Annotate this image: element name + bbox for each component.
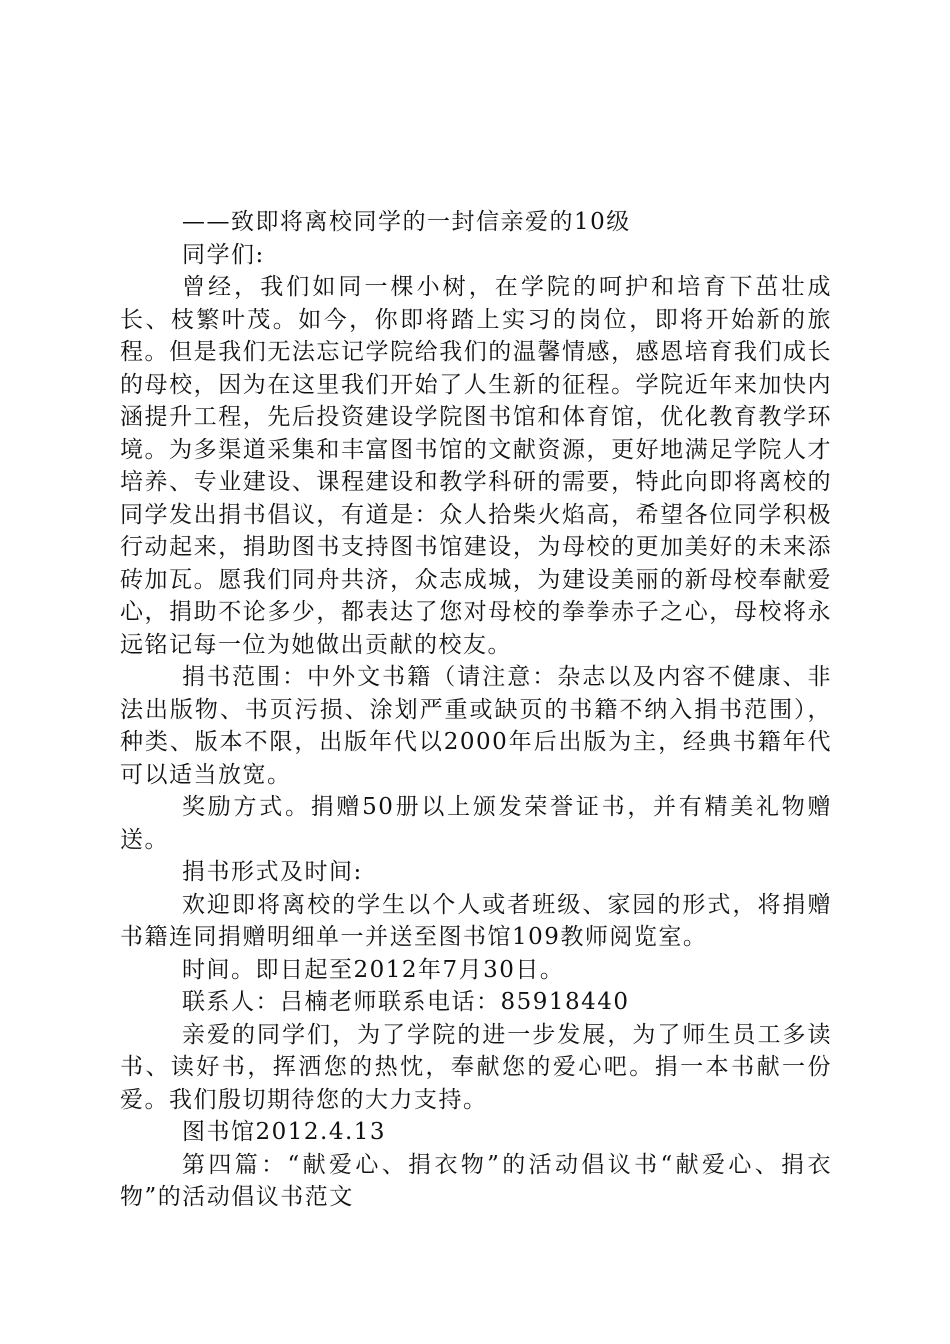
letter-salutation: 同学们: bbox=[182, 241, 265, 268]
letter-subtitle: ——致即将离校同学的一封信亲爱的10级 bbox=[182, 209, 631, 235]
body-paragraph-form: 欢迎即将离校的学生以个人或者班级、家园的形式，将捐赠书籍连同捐赠明细单一并送至图书馆109教师阅览室。 bbox=[120, 891, 832, 950]
body-paragraph-reward: 奖励方式。捐赠50册以上颁发荣誉证书，并有精美礼物赠送。 bbox=[120, 794, 832, 853]
body-paragraph-scope: 捐书范围：中外文书籍（请注意：杂志以及内容不健康、非法出版物、书页污损、涂划严重或缺页的书籍不纳入捐书范围），种类、版本不限，出版年代以2000年后出版为主，经典书籍年代可以适当放宽。 bbox=[120, 664, 832, 788]
document-body bbox=[120, 206, 832, 1214]
body-paragraph-form-heading: 捐书形式及时间: bbox=[182, 859, 363, 885]
body-paragraph-time: 时间。即日起至2012年7月30日。 bbox=[182, 956, 565, 983]
body-paragraph-intro: 曾经，我们如同一棵小树，在学院的呵护和培育下茁壮成长、枝繁叶茂。如今，你即将踏上实习的岗位，即将开始新的旅程。但是我们无法忘记学院给我们的温馨情感，感恩培育我们成长的母校，因为在这里我们开始了人生新的征程。学院近年来加快内涵提升工程，先后投资建设学院图书馆和体育馆，优化教育教学环境。为多渠道采集和丰富图书馆的文献资源，更好地满足学院人才培养、专业建设、课程建设和教学科研的需要，特此向即将离校的同学发出捐书倡议，有道是：众人拾柴火焰高，希望各位同学积极行动起来，捐助图书支持图书馆建设，为母校的更加美好的未来添砖加瓦。愿我们同舟共济，众志成城，为建设美丽的新母校奉献爱心，捐助不论多少，都表达了您对母校的拳拳赤子之心，母校将永远铭记每一位为她做出贡献的校友。 bbox=[120, 274, 832, 658]
signature-date: 图书馆2012.4.13 bbox=[182, 1119, 387, 1145]
body-paragraph-contact: 联系人：吕楠老师联系电话：85918440 bbox=[182, 989, 630, 1015]
body-paragraph-closing: 亲爱的同学们，为了学院的进一步发展，为了师生员工多读书、读好书，挥洒您的热忱，奉献您的爱心吧。捐一本书献一份爱。我们殷切期待您的大力支持。 bbox=[120, 1021, 832, 1113]
next-section-heading: 第四篇：“献爱心、捐衣物”的活动倡议书“献爱心、捐衣物”的活动倡议书范文 bbox=[120, 1151, 832, 1210]
